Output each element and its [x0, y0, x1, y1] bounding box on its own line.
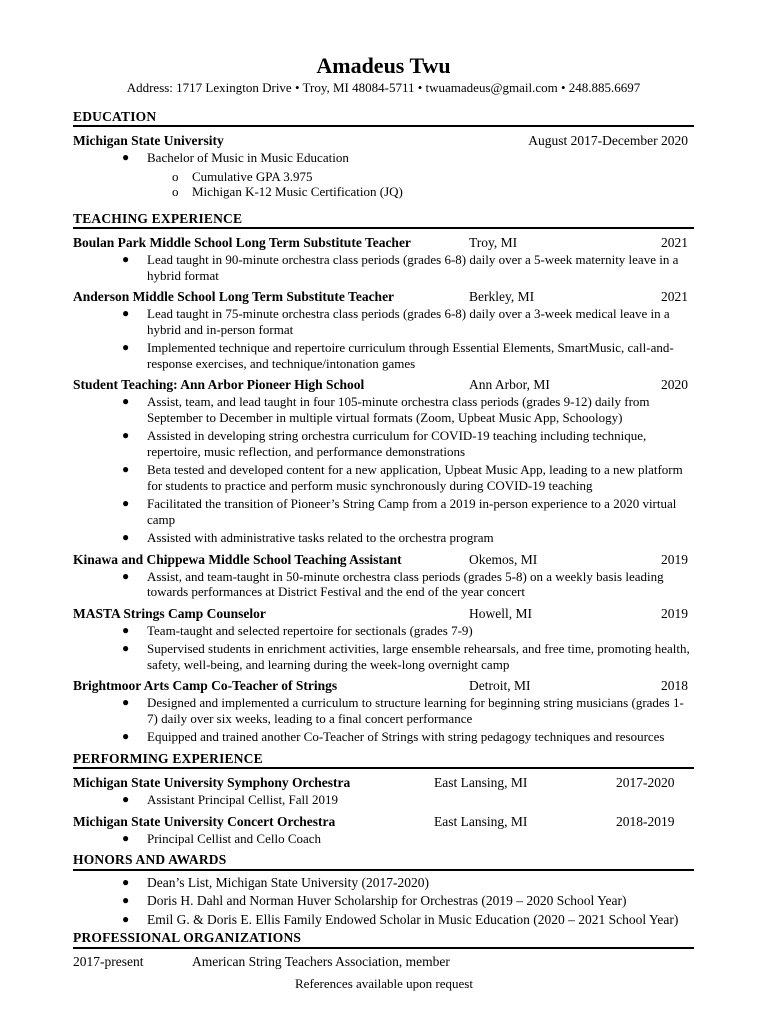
job-entry [73, 604, 694, 673]
job-location: Berkley, MI [469, 289, 535, 304]
job-title: Kinawa and Chippewa Middle School Teaching Assistant [73, 551, 402, 567]
list-item: ● Assist, and team-taught in 50-minute orchestra class periods (grades 5-8) on a weekly basis leading towards performances at District Festival and the end of the year concert [122, 568, 664, 599]
section-title-organizations: PROFESSIONAL ORGANIZATIONS [73, 930, 694, 949]
list-item: ● Principal Cellist and Cello Coach [122, 830, 322, 846]
job-entry [73, 287, 694, 371]
job-year: 2019 [661, 605, 688, 621]
section-title-education: EDUCATION [73, 109, 694, 128]
job-entry [73, 233, 694, 283]
section-title-teaching: TEACHING EXPERIENCE [73, 211, 694, 230]
ensemble-years: 2018-2019 [616, 813, 675, 829]
bullet-icon: ● [122, 874, 130, 889]
section-title-performing: PERFORMING EXPERIENCE [73, 751, 694, 770]
job-location: Ann Arbor, MI [469, 377, 550, 392]
job-year: 2021 [661, 235, 688, 250]
list-item: o Cumulative GPA 3.975 [172, 168, 313, 184]
list-item: ● Assisted in developing string orchestra curriculum for COVID-19 teaching including technique, repertoire, music reflection, and performance demonstrations [122, 428, 647, 459]
bullet-icon: ● [122, 306, 130, 320]
list-item: ● Emil G. & Doris E. Ellis Family Endowed Scholar in Music Education (2020 – 2021 School Year) [122, 911, 679, 927]
list-item: ● Lead taught in 90-minute orchestra class periods (grades 6-8) daily over a 5-week maternity leave in a hybrid format [122, 252, 679, 283]
bullet-icon: ● [122, 530, 130, 544]
job-entry [73, 550, 694, 600]
ensemble-location: East Lansing, MI [434, 813, 528, 829]
bullet-icon: ● [122, 252, 130, 266]
school-name: Michigan State University [73, 133, 224, 148]
bullet-icon: ● [122, 622, 130, 637]
organizations-section [73, 930, 694, 972]
job-location: Troy, MI [469, 235, 518, 250]
list-item: ● Assist, team, and lead taught in four 105-minute orchestra class periods (grades 9-12) daily from September to December in multiple virtual formats (Zoom, Upbeat Music App, Schoology) [122, 394, 650, 425]
candidate-name: Amadeus Twu [316, 53, 451, 78]
list-item: o Michigan K-12 Music Certification (JQ) [172, 184, 403, 199]
job-title: Brightmoor Arts Camp Co-Teacher of Strings [73, 678, 338, 693]
job-entry [73, 375, 694, 546]
job-location: Detroit, MI [469, 678, 531, 693]
job-location: Okemos, MI [469, 551, 538, 567]
ensemble-location: East Lansing, MI [434, 775, 528, 790]
list-item: ● Team-taught and selected repertoire for sectionals (grades 7-9) [122, 622, 473, 638]
teaching-section [73, 211, 694, 745]
bullet-icon: ● [122, 150, 130, 164]
organization-name: American String Teachers Association, member [192, 953, 450, 969]
organization-row [73, 952, 694, 972]
bullet-icon: ● [122, 893, 130, 907]
job-title: Student Teaching: Ann Arbor Pioneer High School [73, 377, 365, 392]
bullet-icon: ● [122, 428, 130, 442]
ensemble-years: 2017-2020 [616, 775, 675, 790]
bullet-icon: ● [122, 911, 130, 926]
job-year: 2018 [661, 678, 688, 693]
list-item: ● Doris H. Dahl and Norman Huver Scholarship for Orchestras (2019 – 2020 School Year) [122, 893, 627, 908]
list-item: ● Beta tested and developed content for a new application, Upbeat Music App, leading to a new platform for students to practice and perform music synchronously during COVID-19 teaching [122, 462, 683, 493]
circle-bullet-icon: o [172, 168, 179, 184]
education-section [73, 109, 694, 200]
job-location: Howell, MI [469, 605, 532, 621]
ensemble-entry [73, 812, 694, 847]
bullet-icon: ● [122, 695, 130, 709]
list-item: ● Designed and implemented a curriculum to structure learning for beginning string musicians (grades 1-7) daily over six weeks, leading to a final concert performance [122, 695, 684, 726]
ensemble-entry [73, 773, 694, 808]
list-item: ● Lead taught in 75-minute orchestra class periods (grades 6-8) daily over a 3-week medical leave in a hybrid and in-person format [122, 306, 670, 337]
bullet-icon: ● [122, 568, 130, 583]
bullet-icon: ● [122, 394, 130, 408]
bullet-icon: ● [122, 340, 130, 354]
education-entry [73, 131, 694, 200]
bullet-icon: ● [122, 496, 130, 510]
job-title: Anderson Middle School Long Term Substitute Teacher [73, 289, 395, 304]
performing-section [73, 751, 694, 847]
list-item: ● Facilitated the transition of Pioneer’s String Camp from a 2019 in-person experience to a 2020 virtual camp [122, 496, 677, 527]
list-item: ● Implemented technique and repertoire curriculum through Essential Elements, SmartMusic, call-and-response exercises, and technique/intonation games [122, 340, 674, 371]
job-year: 2019 [661, 551, 688, 567]
ensemble-name: Michigan State University Concert Orchestra [73, 813, 336, 829]
list-item: ● Assisted with administrative tasks related to the orchestra program [122, 530, 494, 545]
list-item: ● Equipped and trained another Co-Teacher of Strings with string pedagogy techniques and resources [122, 729, 665, 744]
section-title-honors: HONORS AND AWARDS [73, 852, 694, 871]
organization-years: 2017-present [73, 953, 144, 969]
honors-section [73, 852, 694, 927]
list-item: ● Supervised students in enrichment activities, large ensemble rehearsals, and free time, promoting health, safety, well-being, and learning during the week-long overnight camp [122, 641, 690, 672]
job-title: MASTA Strings Camp Counselor [73, 605, 266, 621]
bullet-icon: ● [122, 641, 130, 655]
list-item: ● Bachelor of Music in Music Education [122, 150, 349, 165]
job-title: Boulan Park Middle School Long Term Substitute Teacher [73, 235, 411, 250]
list-item: ● Dean’s List, Michigan State University (2017-2020) [122, 874, 429, 890]
references-note: References available upon request [295, 976, 473, 991]
bullet-icon: ● [122, 462, 130, 476]
job-year: 2020 [661, 377, 688, 392]
list-item: ● Assistant Principal Cellist, Fall 2019 [122, 792, 339, 807]
bullet-icon: ● [122, 729, 130, 743]
job-year: 2021 [661, 289, 688, 304]
circle-bullet-icon: o [172, 184, 179, 199]
job-entry [73, 676, 694, 745]
bullet-icon: ● [122, 830, 130, 845]
ensemble-name: Michigan State University Symphony Orchestra [73, 775, 351, 790]
education-dates: August 2017-December 2020 [528, 133, 688, 148]
contact-line: Address: 1717 Lexington Drive • Troy, MI 48084-5711 • twuamadeus@gmail.com • 248.885.6697 [126, 80, 641, 95]
resume-page [73, 0, 694, 972]
bullet-icon: ● [122, 792, 130, 806]
